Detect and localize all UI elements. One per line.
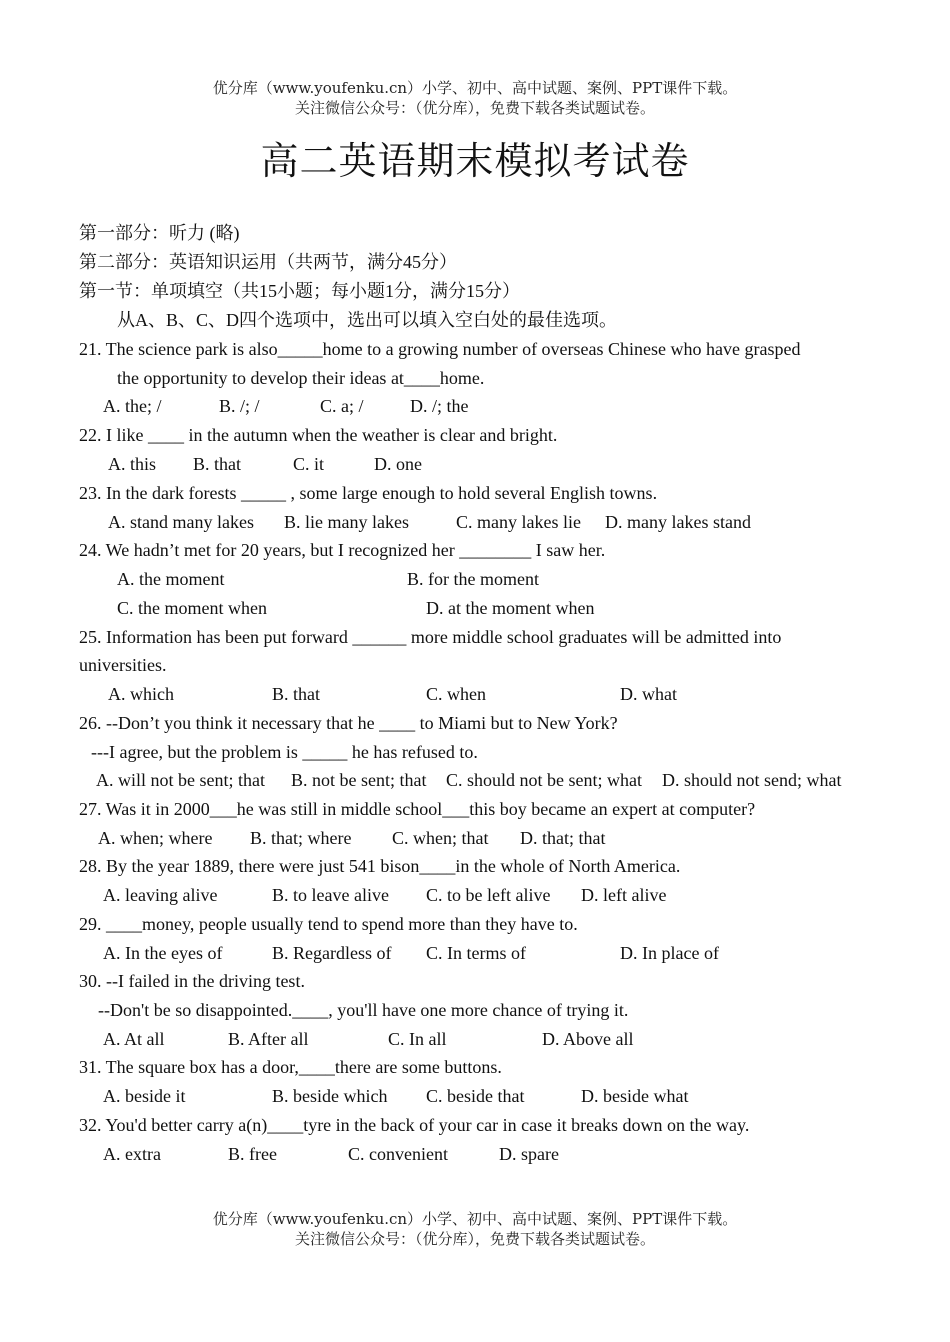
option-c: C. In terms of [426,943,526,963]
option-d: D. beside what [581,1086,689,1106]
question-stem: 28. By the year 1889, there were just 541 bison____in the whole of North America. [79,856,681,876]
option-d: D. that; that [520,828,606,848]
question-stem: 29. ____money, people usually tend to spend more than they have to. [79,914,578,934]
option-c: C. a; / [320,396,364,416]
option-c: C. many lakes lie [456,512,581,532]
question-stem: 23. In the dark forests _____ , some large enough to hold several English towns. [79,483,658,503]
option-d: D. In place of [620,943,719,963]
question-stem: universities. [79,655,167,675]
option-d: D. Above all [542,1029,634,1049]
option-a: A. this [108,454,157,474]
option-d: D. /; the [410,396,469,416]
option-a: A. will not be sent; that [96,770,265,790]
option-d: D. one [374,454,422,474]
option-a: A. extra [103,1144,161,1164]
option-b: B. not be sent; that [291,770,427,790]
footer-line-2: 关注微信公众号：（优分库），免费下载各类试题试卷。 [294,1230,655,1248]
option-c: C. when; that [392,828,489,848]
option-a: A. the moment [117,569,225,589]
option-c: C. the moment when [117,598,267,618]
question-stem: 22. I like ____ in the autumn when the weather is clear and bright. [79,425,558,445]
question-stem: 31. The square box has a door,____there are some buttons. [79,1057,502,1077]
question-stem: the opportunity to develop their ideas at____home. [117,368,485,388]
option-b: B. for the moment [407,569,539,589]
option-a: A. leaving alive [103,885,218,905]
option-a: A. In the eyes of [103,943,223,963]
option-a: A. the; / [103,396,162,416]
header-line-1: 优分库（www.youfenku.cn）小学、初中、高中试题、案例、PPT课件下载。 [212,79,738,97]
option-b: B. Regardless of [272,943,392,963]
part1-heading: 第一部分：听力 (略) [79,223,240,243]
question-stem: 26. --Don’t you think it necessary that he ____ to Miami but to New York? [79,713,618,733]
option-a: A. stand many lakes [108,512,254,532]
option-a: A. which [108,684,174,704]
question-stem: ---I agree, but the problem is _____ he has refused to. [91,742,478,762]
part2-heading: 第二部分：英语知识运用（共两节，满分45分） [79,252,457,272]
question-stem: 30. --I failed in the driving test. [79,971,305,991]
option-c: C. should not be sent; what [446,770,642,790]
question-stem: 25. Information has been put forward ______ more middle school graduates will be admitted into [79,627,782,647]
option-a: A. At all [103,1029,165,1049]
option-d: D. what [620,684,677,704]
option-a: A. beside it [103,1086,186,1106]
option-b: B. to leave alive [272,885,389,905]
option-c: C. beside that [426,1086,525,1106]
instruction: 从A、B、C、D四个选项中，选出可以填入空白处的最佳选项。 [117,310,618,330]
option-c: C. it [293,454,325,474]
option-c: C. convenient [348,1144,448,1164]
option-c: C. when [426,684,486,704]
option-b: B. After all [228,1029,309,1049]
option-d: D. left alive [581,885,667,905]
option-b: B. that; where [250,828,352,848]
option-d: D. many lakes stand [605,512,751,532]
option-c: C. In all [388,1029,447,1049]
footer-line-1: 优分库（www.youfenku.cn）小学、初中、高中试题、案例、PPT课件下载。 [212,1210,738,1228]
option-b: B. that [272,684,320,704]
question-stem: 32. You'd better carry a(n)____tyre in the back of your car in case it breaks down on the way. [79,1115,750,1135]
question-stem: 24. We hadn’t met for 20 years, but I recognized her ________ I saw her. [79,540,606,560]
option-d: D. spare [499,1144,559,1164]
header-line-2: 关注微信公众号：（优分库），免费下载各类试题试卷。 [294,99,655,117]
option-c: C. to be left alive [426,885,551,905]
option-d: D. at the moment when [426,598,595,618]
option-d: D. should not send; what [662,770,842,790]
section1-heading: 第一节：单项填空（共15小题；每小题1分，满分15分） [79,281,520,301]
option-a: A. when; where [98,828,213,848]
question-stem: --Don't be so disappointed.____, you'll have one more chance of trying it. [98,1000,629,1020]
page-title: 高二英语期末模拟考试卷 [260,139,690,183]
option-b: B. beside which [272,1086,388,1106]
question-stem: 27. Was it in 2000___he was still in middle school___this boy became an expert at computer? [79,799,756,819]
option-b: B. that [193,454,241,474]
option-b: B. /; / [219,396,260,416]
question-stem: 21. The science park is also_____home to a growing number of overseas Chinese who have grasped [79,339,801,359]
option-b: B. free [228,1144,277,1164]
option-b: B. lie many lakes [284,512,409,532]
